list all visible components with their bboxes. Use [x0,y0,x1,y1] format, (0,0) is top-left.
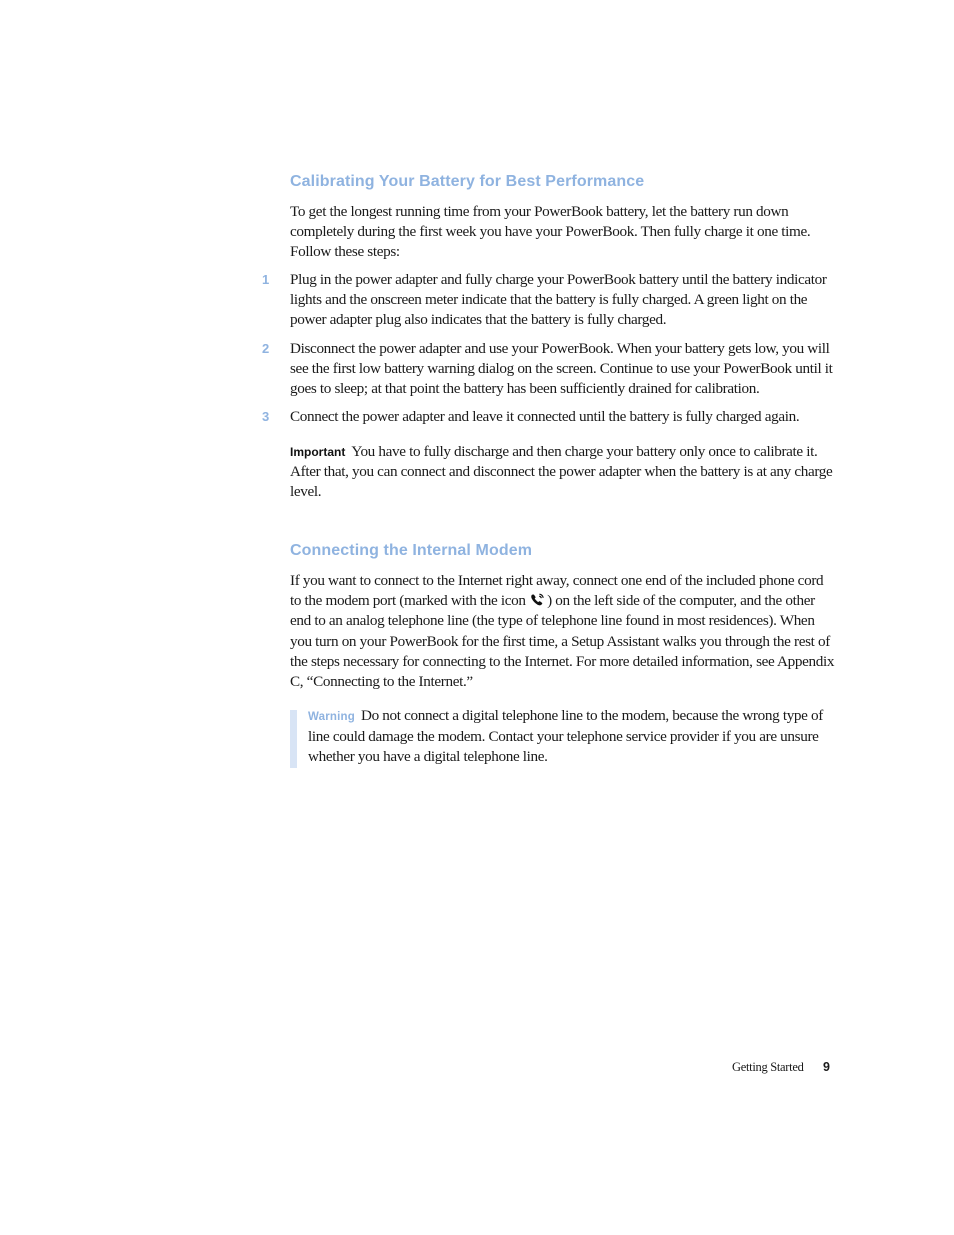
modem-paragraph [290,571,835,692]
battery-intro-paragraph: To get the longest running time from your PowerBook battery, let the battery run down completely during the first week you have your PowerBook. Then fully charge it one time. Follow these steps: [290,203,811,261]
page-number: 9 [823,1060,830,1074]
warning-text: Do not connect a digital telephone line to the modem, because the wrong type of line could damage the modem. Contact your telephone service provider if you are unsure whether you have a digital telephone line. [308,707,823,766]
important-label: Important [290,445,346,459]
step-number-1: 1 [262,272,270,287]
step-number-3: 3 [262,409,270,424]
modem-text-after-icon: ) on the left side of the computer, and the other end to an analog telephone line (the type of telephone line found in most residences). When you turn on your PowerBook for the first time, a Setup Assistant walks you through the rest of the steps necessary for connecting to the Internet. For more detailed information, see Appendix C, “Connecting to the Internet.” [290,592,835,691]
warning-sidebar [290,710,297,768]
phone-icon [530,593,546,607]
step-number-2: 2 [262,341,270,356]
step-text-3: Connect the power adapter and leave it connected until the battery is fully charged again. [290,408,800,425]
modem-text-before-icon: If you want to connect to the Internet right away, connect one end of the included phone cord to the modem port (marked with the icon [290,572,824,610]
footer-section-name: Getting Started [732,1060,804,1074]
section-heading-modem: Connecting the Internal Modem [290,542,533,559]
important-text: You have to fully discharge and then charge your battery only once to calibrate it. After that, you can connect and disconnect the power adapter when the battery is at any charge level. [290,443,833,501]
warning-label: Warning [308,711,355,723]
step-text-1: Plug in the power adapter and fully charge your PowerBook battery until the battery indicator lights and the onscreen meter indicate that the battery is fully charged. A green light on the power adapter plug also indicates that the battery is fully charged. [290,271,827,329]
step-text-2: Disconnect the power adapter and use your PowerBook. When your battery gets low, you will see the first low battery warning dialog on the screen. Continue to use your PowerBook until it goes to sleep; at that point the battery has been sufficiently drained for calibration. [290,340,833,398]
section-heading-battery: Calibrating Your Battery for Best Performance [290,173,645,190]
important-note [290,442,835,503]
warning-note [308,706,828,768]
